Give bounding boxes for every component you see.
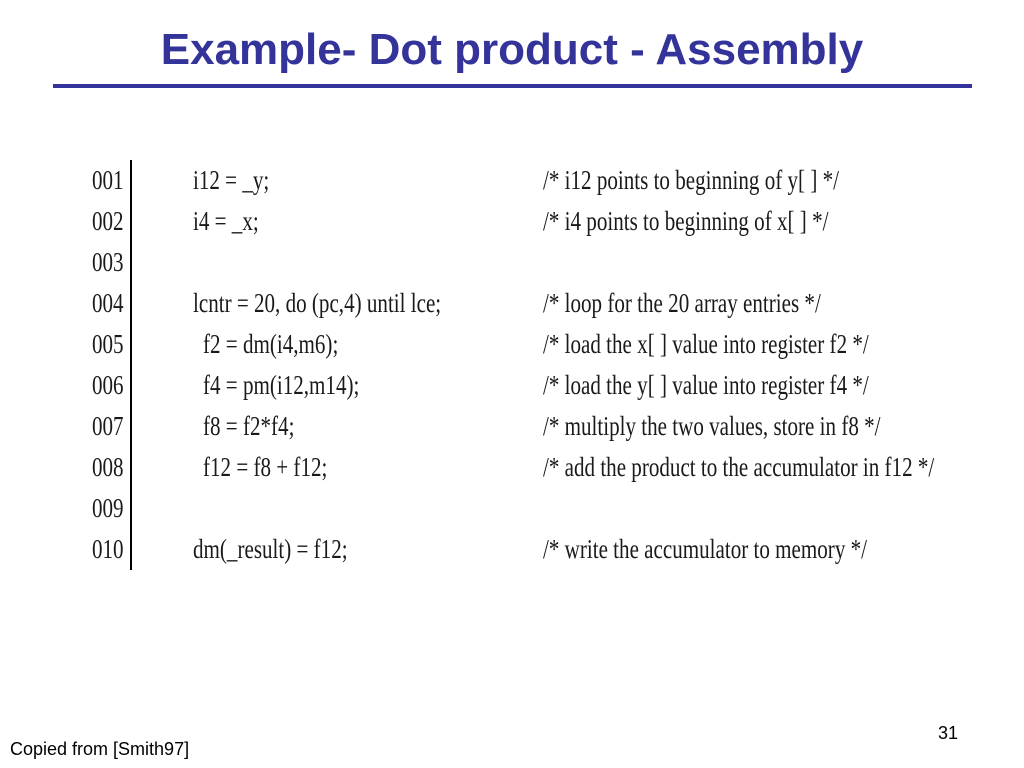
code-line — [92, 324, 972, 364]
line-number: 002 — [92, 206, 124, 236]
line-number: 009 — [92, 493, 124, 523]
code-statement: f2 = dm(i4,m6); — [203, 329, 339, 359]
line-number: 008 — [92, 452, 124, 482]
code-comment: /* write the accumulator to memory */ — [543, 534, 868, 564]
page-number: 31 — [938, 723, 959, 743]
code-line — [92, 160, 972, 200]
code-statement: f12 = f8 + f12; — [203, 452, 328, 482]
assembly-code-listing — [92, 160, 972, 572]
code-comment: /* load the y[ ] value into register f4 */ — [543, 370, 869, 400]
code-line — [92, 283, 972, 323]
code-statement: i12 = _y; — [193, 165, 270, 195]
line-number: 010 — [92, 534, 124, 564]
line-number: 006 — [92, 370, 124, 400]
code-statement: i4 = _x; — [193, 206, 259, 236]
code-line — [92, 201, 972, 241]
line-number: 007 — [92, 411, 124, 441]
line-number: 004 — [92, 288, 124, 318]
title-underline — [53, 84, 972, 88]
line-number: 003 — [92, 247, 124, 277]
footer-credit: Copied from [Smith97] — [10, 739, 190, 759]
code-statement: f8 = f2*f4; — [203, 411, 295, 441]
code-statement: lcntr = 20, do (pc,4) until lce; — [193, 288, 442, 318]
code-comment: /* i12 points to beginning of y[ ] */ — [543, 165, 839, 195]
code-line — [92, 447, 972, 487]
code-line — [92, 488, 972, 528]
code-line — [92, 529, 972, 569]
code-comment: /* i4 points to beginning of x[ ] */ — [543, 206, 829, 236]
code-comment: /* add the product to the accumulator in f12 */ — [543, 452, 935, 482]
line-number: 005 — [92, 329, 124, 359]
line-number: 001 — [92, 165, 124, 195]
code-statement: f4 = pm(i12,m14); — [203, 370, 360, 400]
code-statement: dm(_result) = f12; — [193, 534, 348, 564]
code-comment: /* loop for the 20 array entries */ — [543, 288, 821, 318]
code-line — [92, 365, 972, 405]
code-line — [92, 242, 972, 282]
code-comment: /* load the x[ ] value into register f2 */ — [543, 329, 869, 359]
slide-title: Example- Dot product - Assembly — [160, 25, 864, 74]
code-line — [92, 406, 972, 446]
code-comment: /* multiply the two values, store in f8 */ — [543, 411, 881, 441]
